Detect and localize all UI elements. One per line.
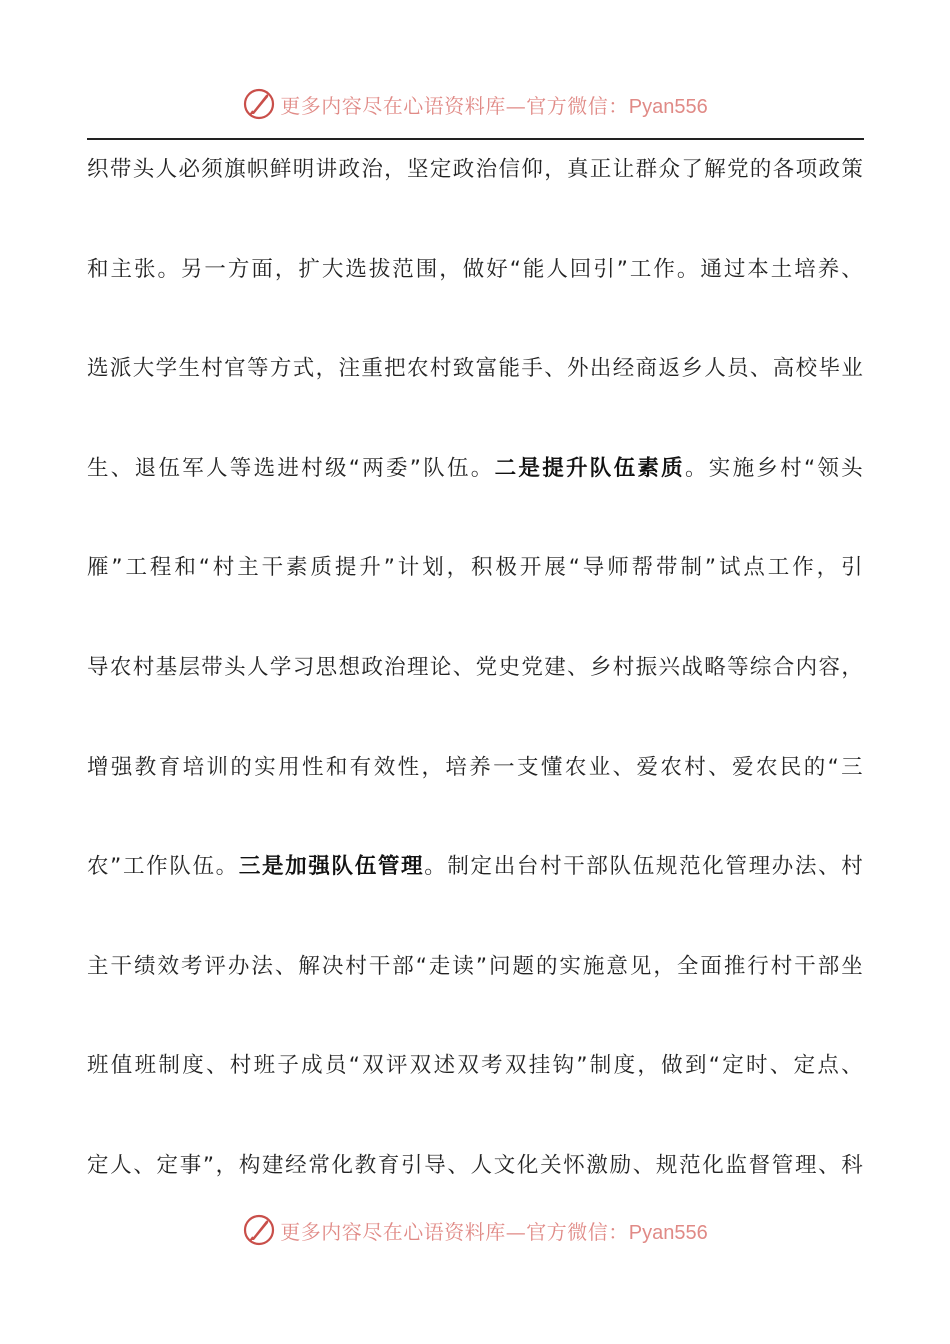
text-line: 雁 ” 工 程 和 “ 村 主 干 素 质 提 升 ” 计 划 ， 积 极 开 展 “ 导 师 帮 带 制 ” 试 点 工 作 ， 引 bbox=[87, 555, 863, 581]
text-line: 导 农 村 基 层 带 头 人 学 习 思 想 政 治 理 论 、 党 史 党 建 、 乡 村 振 兴 战 略 等 综 合 内 容 ， bbox=[87, 654, 863, 680]
text-line: 农 ” 工 作 队 伍 。 三 是 加 强 队 伍 管 理 。 制 定 出 台 村 干 部 队 伍 规 范 化 管 理 办 法 、 村 bbox=[87, 854, 863, 880]
text-line: 和 主 张 。 另 一 方 面 ， 扩 大 选 拔 范 围 ， 做 好 “ 能 人 回 引 ” 工 作 。 通 过 本 土 培 养 、 bbox=[87, 256, 863, 282]
quill-pen-icon bbox=[242, 1213, 276, 1247]
text-line: 主 干 绩 效 考 评 办 法 、 解 决 村 干 部 “ 走 读 ” 问 题 的 实 施 意 见 ， 全 面 推 行 村 干 部 坐 bbox=[87, 953, 863, 979]
text-line: 生 、 退 伍 军 人 等 选 进 村 级 “ 两 委 ” 队 伍 。 二 是 提 升 队 伍 素 质 。 实 施 乡 村 “ 领 头 bbox=[87, 455, 863, 481]
text-line: 班 值 班 制 度 、 村 班 子 成 员 “ 双 评 双 述 双 考 双 挂 钩 ” 制 度 ， 做 到 “ 定 时 、 定 点 、 bbox=[87, 1053, 863, 1079]
document-body bbox=[87, 150, 863, 1246]
header-banner-text: 更多内容尽在心语资料库—官方微信：Pyan556 bbox=[280, 93, 708, 118]
footer-banner bbox=[0, 1210, 950, 1250]
quill-pen-icon bbox=[242, 87, 276, 121]
header-banner bbox=[0, 84, 950, 124]
text-line: 选 派 大 学 生 村 官 等 方 式 ， 注 重 把 农 村 致 富 能 手 、 外 出 经 商 返 乡 人 员 、 高 校 毕 业 bbox=[87, 356, 863, 382]
footer-banner-text: 更多内容尽在心语资料库—官方微信：Pyan556 bbox=[280, 1219, 708, 1244]
wechat-id: Pyan556 bbox=[628, 1221, 708, 1244]
header-divider bbox=[87, 138, 864, 140]
text-line: 增 强 教 育 培 训 的 实 用 性 和 有 效 性 ， 培 养 一 支 懂 农 业 、 爱 农 村 、 爱 农 民 的 “ 三 bbox=[87, 754, 863, 780]
wechat-id: Pyan556 bbox=[628, 95, 708, 118]
text-line: 定 人 、 定 事 ” ， 构 建 经 常 化 教 育 引 导 、 人 文 化 关 怀 激 励 、 规 范 化 监 督 管 理 、 科 bbox=[87, 1152, 863, 1178]
text-line: 织 带 头 人 必 须 旗 帜 鲜 明 讲 政 治 ， 坚 定 政 治 信 仰 ， 真 正 让 群 众 了 解 党 的 各 项 政 策 bbox=[87, 157, 863, 182]
